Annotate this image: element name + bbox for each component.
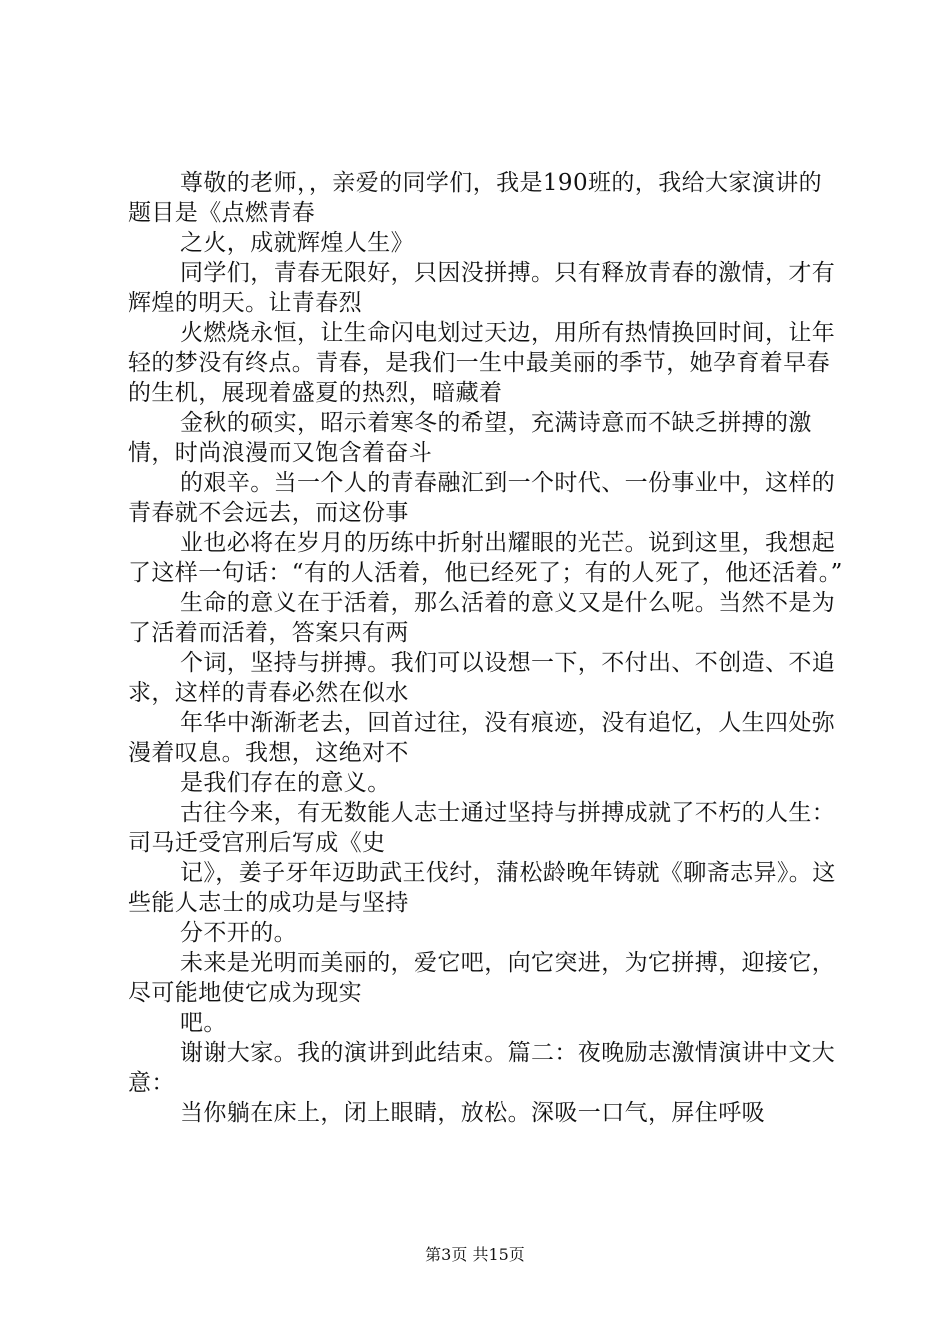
paragraph: 业也必将在岁月的历练中折射出耀眼的光芒。说到这里，我想起了这样一句话：“有的人活着，他已经死了；有的人死了，他还活着。” bbox=[128, 530, 843, 586]
paragraph: 吧。 bbox=[180, 1010, 227, 1036]
paragraph: 谢谢大家。我的演讲到此结束。篇二：夜晚励志激情演讲中文大意： bbox=[128, 1040, 836, 1096]
paragraph: 的艰辛。当一个人的青春融汇到一个时代、一份事业中，这样的青春就不会远去，而这份事 bbox=[128, 470, 836, 526]
paragraph: 记》，姜子牙年迈助武王伐纣，蒲松龄晚年铸就《聊斋志异》。这些能人志士的成功是与坚持 bbox=[128, 860, 836, 916]
paragraph: 个词，坚持与拼搏。我们可以设想一下，不付出、不创造、不追求，这样的青春必然在似水 bbox=[128, 650, 836, 706]
paragraph: 是我们存在的意义。 bbox=[180, 770, 391, 796]
paragraph: 分不开的。 bbox=[180, 920, 297, 946]
paragraph: 尊敬的老师，，亲爱的同学们，我是190班的，我给大家演讲的题目是《点燃青春 bbox=[128, 170, 822, 226]
document-body bbox=[128, 168, 844, 1128]
paragraph: 古往今来，有无数能人志士通过坚持与拼搏成就了不朽的人生：司马迁受宫刑后写成《史 bbox=[128, 800, 836, 856]
paragraph: 之火，成就辉煌人生》 bbox=[180, 230, 414, 256]
paragraph: 生命的意义在于活着，那么活着的意义又是什么呢。当然不是为了活着而活着，答案只有两 bbox=[128, 590, 836, 646]
paragraph: 当你躺在床上，闭上眼睛，放松。深吸一口气，屏住呼吸 bbox=[180, 1100, 765, 1126]
paragraph: 未来是光明而美丽的，爱它吧，向它突进，为它拼搏，迎接它，尽可能地使它成为现实 bbox=[128, 950, 836, 1006]
paragraph: 同学们，青春无限好，只因没拼搏。只有释放青春的激情，才有辉煌的明天。让青春烈 bbox=[128, 260, 836, 316]
paragraph: 年华中渐渐老去，回首过往，没有痕迹，没有追忆，人生四处弥漫着叹息。我想，这绝对不 bbox=[128, 710, 836, 766]
paragraph: 火燃烧永恒，让生命闪电划过天边，用所有热情换回时间，让年轻的梦没有终点。青春，是我们一生中最美丽的季节，她孕育着早春的生机，展现着盛夏的热烈，暗藏着 bbox=[128, 320, 836, 406]
paragraph: 金秋的硕实，昭示着寒冬的希望，充满诗意而不缺乏拼搏的激情，时尚浪漫而又饱含着奋斗 bbox=[128, 410, 812, 466]
page-number-footer: 第3页 共15页 bbox=[425, 1245, 525, 1264]
